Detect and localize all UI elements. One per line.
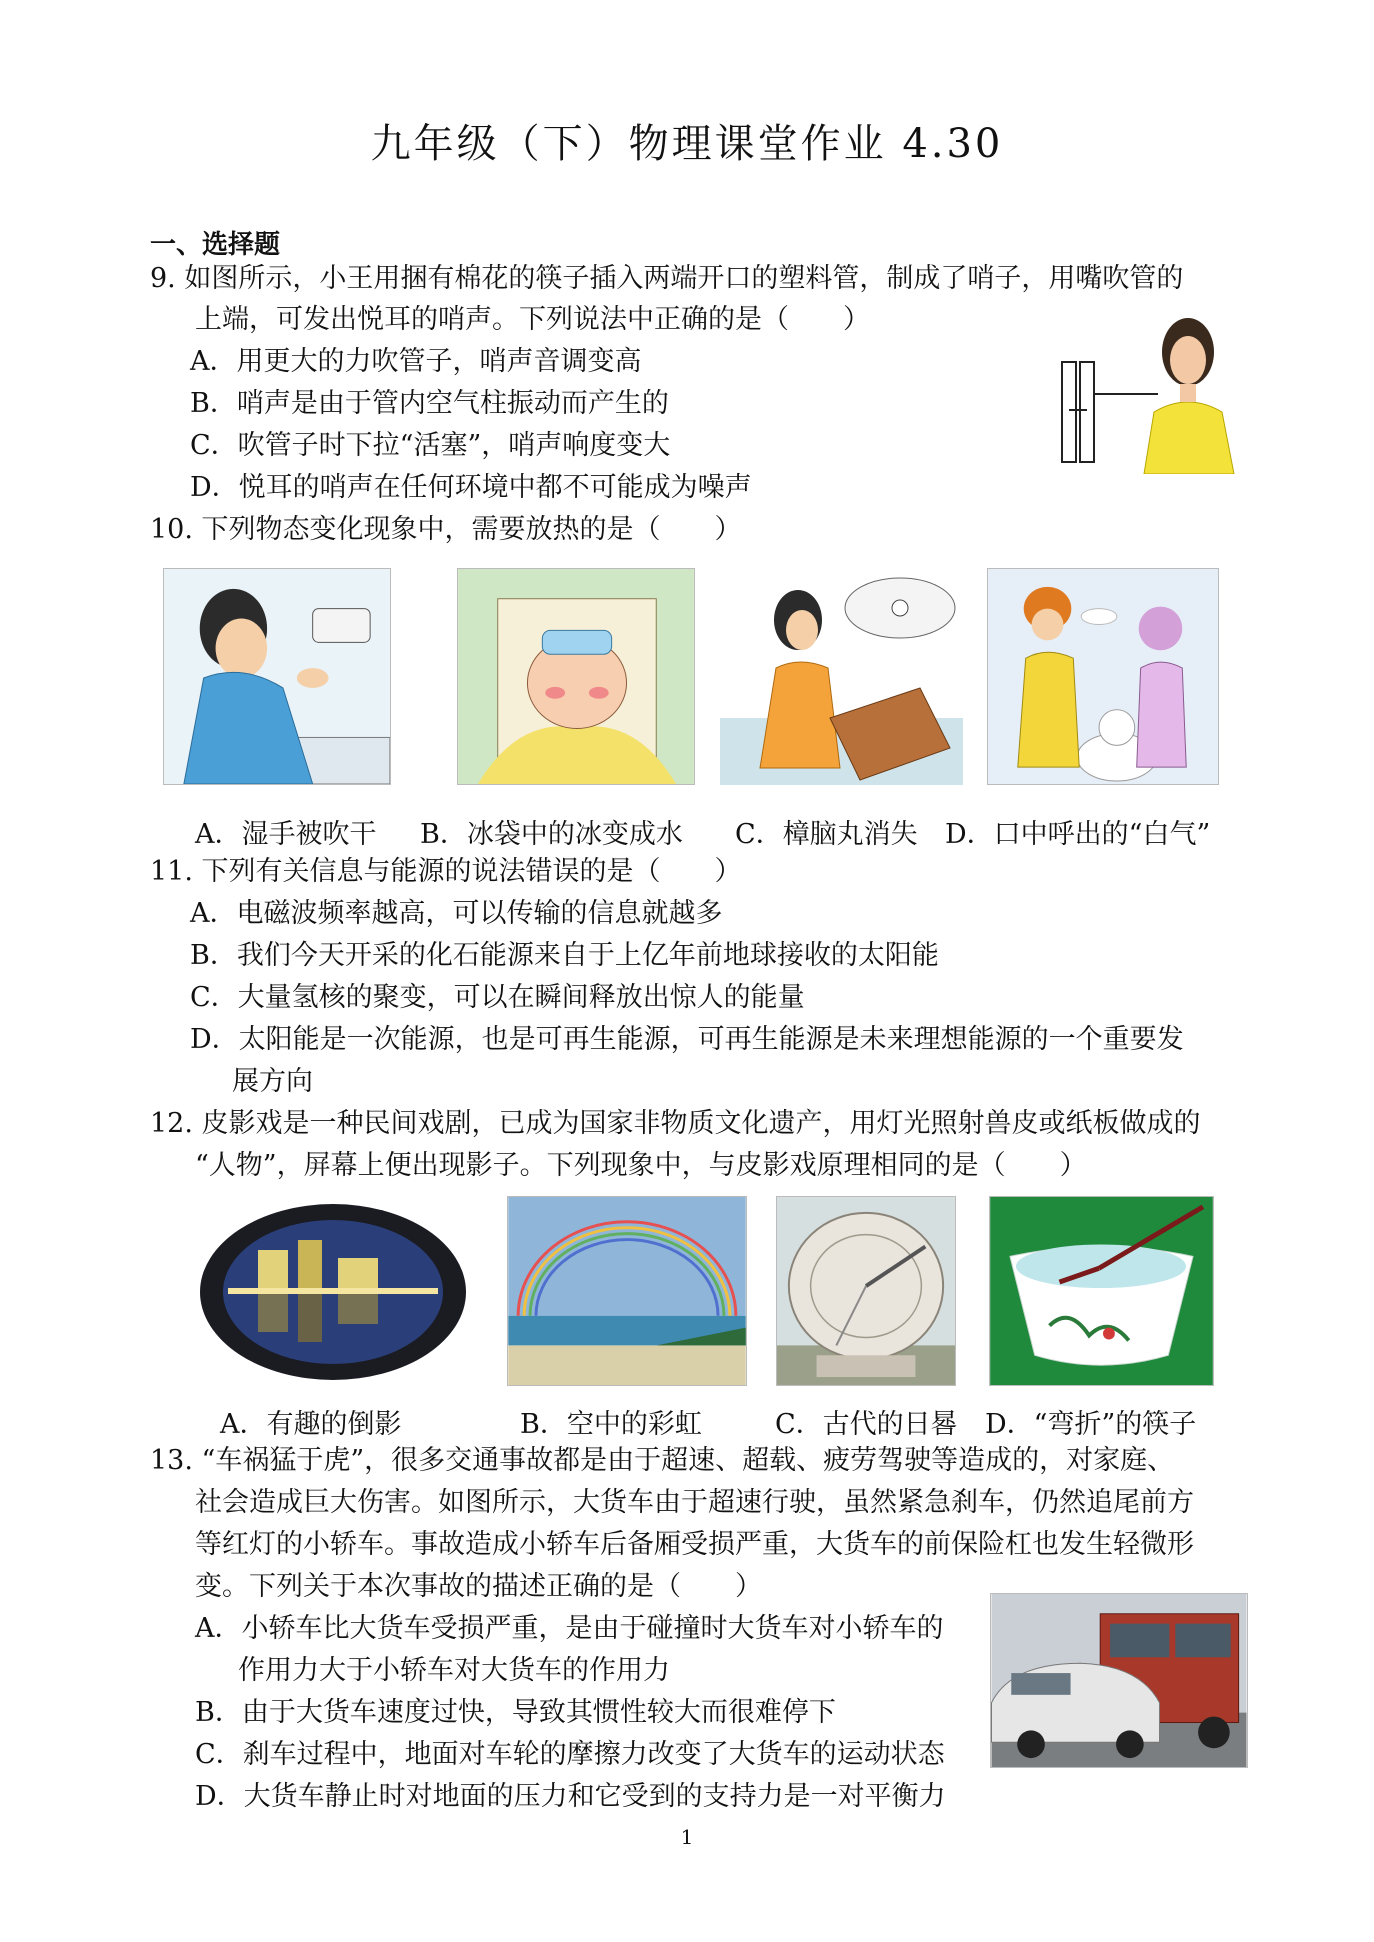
q13-option-c: C．刹车过程中，地面对车轮的摩擦力改变了大货车的运动状态 bbox=[195, 1739, 945, 1770]
q12-stem-line-1: 12. 皮影戏是一种民间戏剧，已成为国家非物质文化遗产，用灯光照射兽皮或纸板做成的 bbox=[150, 1108, 1201, 1139]
q11-stem: 11. 下列有关信息与能源的说法错误的是（ ） bbox=[150, 856, 742, 887]
q10-caption-d: D．口中呼出的“白气” bbox=[945, 819, 1211, 850]
q13-stem-line-4: 变。下列关于本次事故的描述正确的是（ ） bbox=[195, 1571, 762, 1602]
q13-option-a: A．小轿车比大货车受损严重，是由于碰撞时大货车对小轿车的 bbox=[195, 1613, 944, 1644]
q13-stem-line-3: 等红灯的小轿车。事故造成小轿车后备厢受损严重，大货车的前保险杠也发生轻微形 bbox=[195, 1529, 1194, 1560]
q10-stem: 10. 下列物态变化现象中，需要放热的是（ ） bbox=[150, 514, 742, 545]
q12-caption-b: B．空中的彩虹 bbox=[520, 1409, 702, 1440]
q13-option-d: D．大货车静止时对地面的压力和它受到的支持力是一对平衡力 bbox=[195, 1781, 946, 1812]
q12-stem-line-2: “人物”，屏幕上便出现影子。下列现象中，与皮影戏原理相同的是（ ） bbox=[195, 1150, 1087, 1181]
rainbow-image bbox=[507, 1196, 747, 1386]
truck-crash-image bbox=[990, 1593, 1248, 1768]
q13-stem-line-2: 社会造成巨大伤害。如图所示，大货车由于超速行驶，虽然紧急刹车，仍然追尾前方 bbox=[195, 1487, 1194, 1518]
q12-caption-a: A．有趣的倒影 bbox=[220, 1409, 402, 1440]
reflection-image bbox=[198, 1200, 468, 1385]
q11-option-a: A．电磁波频率越高，可以传输的信息就越多 bbox=[190, 898, 723, 929]
section-heading: 一、选择题 bbox=[150, 230, 281, 260]
white-breath-winter-image bbox=[987, 568, 1219, 785]
q9-stem-line-2: 上端，可发出悦耳的哨声。下列说法中正确的是（ ） bbox=[195, 304, 870, 335]
q9-stem-line-1: 9. 如图所示，小王用捆有棉花的筷子插入两端开口的塑料管，制成了哨子，用嘴吹管的 bbox=[150, 263, 1184, 294]
q9-option-b: B．哨声是由于管内空气柱振动而产生的 bbox=[190, 388, 669, 419]
q9-option-c: C．吹管子时下拉“活塞”，哨声响度变大 bbox=[190, 430, 671, 461]
page-title: 九年级（下）物理课堂作业 4.30 bbox=[370, 121, 1004, 167]
whistle-girl-image bbox=[1058, 302, 1246, 474]
camphor-ball-image bbox=[720, 568, 963, 785]
q10-caption-b: B．冰袋中的冰变成水 bbox=[420, 819, 683, 850]
q12-caption-d: D．“弯折”的筷子 bbox=[985, 1409, 1197, 1440]
q11-option-d-cont: 展方向 bbox=[232, 1066, 313, 1097]
q11-option-b: B．我们今天开采的化石能源来自于上亿年前地球接收的太阳能 bbox=[190, 940, 939, 971]
q10-caption-a: A．湿手被吹干 bbox=[195, 819, 377, 850]
q11-option-c: C．大量氢核的聚变，可以在瞬间释放出惊人的能量 bbox=[190, 982, 805, 1013]
ice-bag-fever-image bbox=[457, 568, 695, 785]
q10-caption-c: C．樟脑丸消失 bbox=[735, 819, 918, 850]
q11-option-d: D．太阳能是一次能源，也是可再生能源，可再生能源是未来理想能源的一个重要发 bbox=[190, 1024, 1184, 1055]
page-number: 1 bbox=[680, 1825, 694, 1849]
q9-option-d: D．悦耳的哨声在任何环境中都不可能成为噪声 bbox=[190, 472, 752, 503]
wet-hand-dryer-image bbox=[163, 568, 391, 785]
q9-option-a: A．用更大的力吹管子，哨声音调变高 bbox=[190, 346, 642, 377]
q13-stem-line-1: 13. “车祸猛于虎”，很多交通事故都是由于超速、超载、疲劳驾驶等造成的，对家庭、 bbox=[150, 1445, 1175, 1476]
q13-option-a-cont: 作用力大于小轿车对大货车的作用力 bbox=[238, 1655, 670, 1686]
q12-caption-c: C．古代的日晷 bbox=[775, 1409, 958, 1440]
q13-option-b: B．由于大货车速度过快，导致其惯性较大而很难停下 bbox=[195, 1697, 836, 1728]
sundial-image bbox=[776, 1196, 956, 1386]
bent-chopstick-image bbox=[989, 1196, 1214, 1386]
